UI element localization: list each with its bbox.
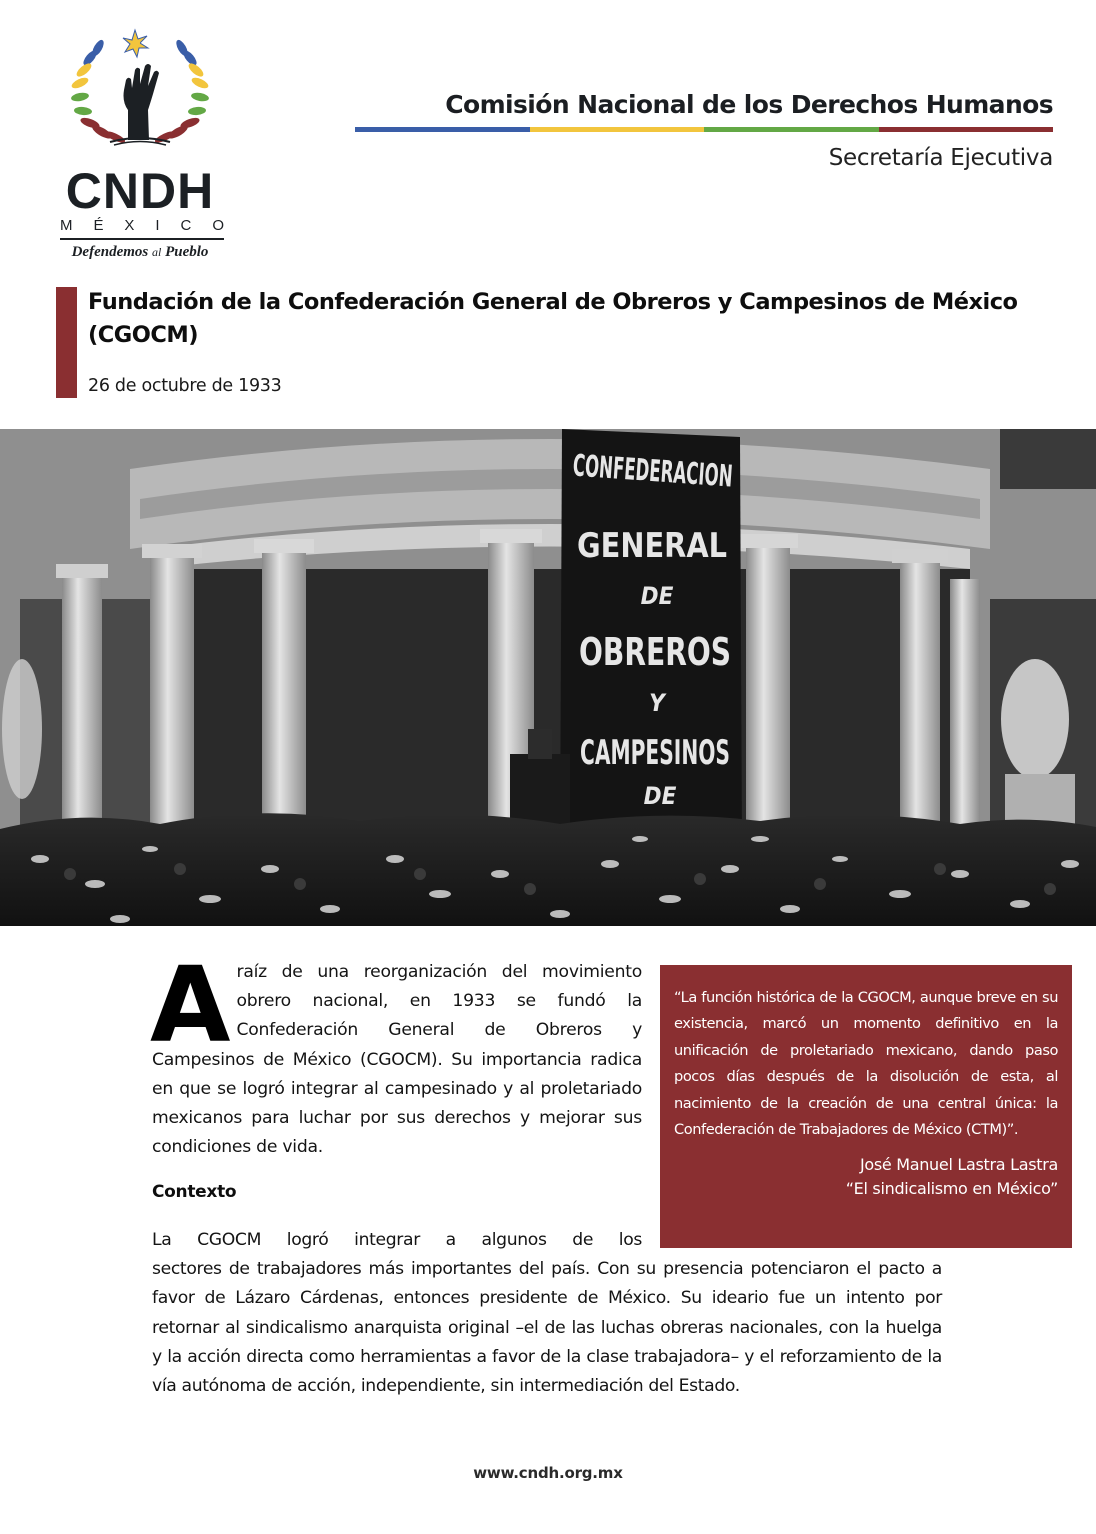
cndh-logo	[52, 24, 228, 260]
raised-hand-icon	[124, 64, 160, 140]
pull-quote	[660, 965, 1072, 1248]
quote-source: “El sindicalismo en México”	[845, 1179, 1058, 1199]
logo-country-letter: É	[93, 217, 104, 234]
title-accent-bar	[56, 287, 77, 398]
intro-paragraph	[150, 944, 642, 1162]
article-date: 26 de octubre de 1933	[88, 376, 282, 396]
photo-illustration	[0, 429, 1096, 926]
logo-acronym: CNDH	[65, 163, 215, 219]
logo-emblem	[52, 24, 228, 169]
logo-motto	[52, 243, 228, 261]
context-first-line: La CGOCM logró integrar a algunos de los	[152, 1230, 642, 1250]
svg-text:GENERAL: GENERAL	[577, 526, 727, 566]
svg-text:DE: DE	[643, 782, 677, 810]
intro-text: raíz de una reorganización del movimiento obrero nacional, en 1933 se fundó la Confederación General de Obreros y Campesinos de México (CGOCM). Su importancia radica en que se logró integrar al campesinado y al proletariado mexicanos para luchar por sus derechos y mejorar sus condiciones de vida.	[152, 962, 642, 1158]
color-rule-blue	[355, 127, 530, 132]
motto-part: al	[151, 245, 162, 259]
logo-country	[60, 218, 224, 234]
quote-author: José Manuel Lastra Lastra	[859, 1155, 1058, 1175]
organization-name: Comisión Nacional de los Derechos Humanos	[445, 90, 1053, 119]
logo-country-letter: I	[155, 217, 160, 234]
quote-text: “La función histórica de la CGOCM, aunque breve en su existencia, marcó un momento definitivo en la unificación de proletariado mexicano, dando paso pocos días después de la disolución de esta, al nacimiento de la creación de una central única: la Confederación de Trabajadores de México (CTM)”.	[674, 989, 1058, 1139]
historical-photo	[0, 429, 1096, 926]
svg-text:OBREROS: OBREROS	[579, 630, 731, 674]
color-divider	[355, 127, 1053, 132]
motto-part: Pueblo	[161, 244, 209, 260]
page-title: Fundación de la Confederación General de Obreros y Campesinos de México (CGOCM)	[88, 289, 1018, 348]
context-text: sectores de trabajadores más importantes del país. Con su presencia potenciaron el pacto a favor de Lázaro Cárdenas, entonces presidente de México. Su ideario fue un intento por retornar al sindicalismo anarquista original –el de las luchas obreras nacionales, con la huelga y la acción directa como herramientas a favor de la clase trabajadora– y el reforzamiento de la vía autónoma de acción, independiente, sin intermediación del Estado.	[152, 1259, 942, 1397]
logo-divider	[60, 238, 224, 240]
logo-country-letter: M	[60, 217, 73, 234]
motto-part: Defendemos	[71, 244, 152, 260]
svg-text:CONFEDERACION: CONFEDERACION	[571, 448, 834, 502]
context-paragraph	[152, 1226, 942, 1401]
logo-country-letter: X	[124, 217, 135, 234]
color-rule-red	[879, 127, 1054, 132]
svg-text:CAMPESINOS: CAMPESINOS	[580, 733, 730, 773]
logo-country-letter: O	[212, 217, 224, 234]
footer	[0, 1464, 1096, 1482]
section-heading-context: Contexto	[152, 1182, 237, 1202]
color-rule-yellow	[530, 127, 705, 132]
logo-country-letter: C	[180, 217, 192, 234]
svg-text:DE: DE	[640, 582, 674, 610]
color-rule-green	[704, 127, 879, 132]
website-link[interactable]: www.cndh.org.mx	[473, 1464, 623, 1482]
star-icon	[123, 30, 148, 57]
organization-subtitle: Secretaría Ejecutiva	[828, 145, 1053, 171]
drop-cap: A	[150, 944, 229, 1066]
svg-text:Y: Y	[649, 689, 665, 717]
